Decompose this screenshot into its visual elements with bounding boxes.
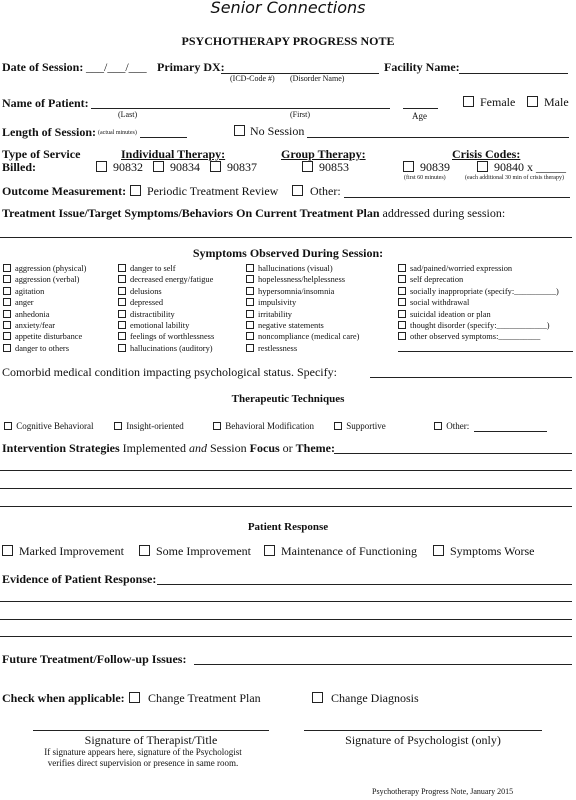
symptom-option[interactable] bbox=[3, 275, 79, 284]
therapist-signature-note-1: If signature appears here, signature of the Psychologist bbox=[44, 747, 242, 757]
psychologist-signature-label: Signature of Psychologist (only) bbox=[345, 733, 501, 747]
symptom-checkbox[interactable] bbox=[3, 310, 11, 318]
technique-behavioral-label: Behavioral Modification bbox=[225, 421, 314, 431]
response-worse-label: Symptoms Worse bbox=[450, 544, 535, 558]
date-of-session-field[interactable]: ___/___/___ bbox=[86, 60, 147, 74]
response-worse-checkbox[interactable] bbox=[433, 545, 444, 556]
symptom-option[interactable] bbox=[118, 287, 162, 296]
response-maintenance-option[interactable] bbox=[264, 544, 417, 559]
code-90839-option[interactable] bbox=[403, 160, 450, 175]
therapist-signature-note-2: verifies direct supervision or presence in same room. bbox=[47, 758, 239, 768]
symptom-checkbox[interactable] bbox=[3, 332, 11, 340]
response-marked-checkbox[interactable] bbox=[2, 545, 13, 556]
code-90853-option[interactable] bbox=[302, 160, 349, 175]
periodic-review-checkbox[interactable] bbox=[130, 185, 141, 196]
symptom-label: hallucinations (visual) bbox=[258, 264, 333, 273]
symptom-label: hypersomnia/insomnia bbox=[258, 286, 335, 296]
symptom-option[interactable] bbox=[118, 298, 163, 307]
female-option[interactable] bbox=[463, 95, 515, 110]
crisis-first-60-hint: (first 60 minutes) bbox=[404, 175, 446, 181]
symptom-checkbox[interactable] bbox=[398, 332, 406, 340]
symptom-checkbox[interactable] bbox=[118, 344, 126, 352]
symptom-checkbox[interactable] bbox=[246, 344, 254, 352]
technique-cognitive-option[interactable] bbox=[4, 421, 93, 431]
symptom-option[interactable] bbox=[3, 310, 49, 319]
techniques-heading: Therapeutic Techniques bbox=[231, 393, 345, 405]
brand-title: Senior Connections bbox=[210, 0, 366, 17]
symptom-label: suicidal ideation or plan bbox=[410, 309, 491, 319]
symptom-checkbox[interactable] bbox=[246, 275, 254, 283]
treatment-issue-line[interactable] bbox=[0, 237, 572, 238]
symptom-option[interactable] bbox=[246, 287, 334, 296]
response-some-option[interactable] bbox=[139, 544, 251, 559]
symptom-option[interactable] bbox=[3, 298, 34, 307]
symptom-label: danger to self bbox=[130, 264, 176, 273]
symptom-option[interactable] bbox=[246, 275, 345, 284]
symptom-label: danger to others bbox=[15, 343, 69, 353]
code-90832-option[interactable] bbox=[96, 160, 143, 175]
code-90839-checkbox[interactable] bbox=[403, 161, 414, 172]
psychologist-signature-line[interactable] bbox=[304, 730, 542, 731]
female-checkbox[interactable] bbox=[463, 96, 474, 107]
symptom-checkbox[interactable] bbox=[246, 310, 254, 318]
symptom-label: irritability bbox=[258, 309, 292, 319]
symptom-option[interactable] bbox=[246, 264, 333, 273]
symptom-checkbox[interactable] bbox=[398, 310, 406, 318]
treatment-issue-label: Treatment Issue/Target Symptoms/Behaviors On Current Treatment Plan addressed during session: bbox=[2, 206, 506, 220]
code-90840-option[interactable] bbox=[477, 160, 566, 175]
symptom-checkbox[interactable] bbox=[118, 332, 126, 340]
symptom-label: self deprecation bbox=[410, 275, 464, 285]
patient-name-label: Name of Patient: bbox=[2, 96, 89, 110]
form-title: PSYCHOTHERAPY PROGRESS NOTE bbox=[181, 34, 395, 48]
therapist-signature-label: Signature of Therapist/Title bbox=[84, 733, 218, 747]
comorbid-label: Comorbid medical condition impacting psychological status. Specify: bbox=[2, 365, 337, 379]
intervention-label: Intervention Strategies Implemented and Session Focus or Theme: bbox=[2, 441, 335, 455]
symptom-label: depressed bbox=[130, 298, 164, 308]
periodic-review-option[interactable] bbox=[130, 184, 278, 199]
symptom-checkbox[interactable] bbox=[3, 287, 11, 295]
symptom-checkbox[interactable] bbox=[118, 264, 126, 272]
symptom-label: other observed symptoms:__________ bbox=[410, 332, 541, 342]
symptom-label: restlessness bbox=[258, 343, 298, 353]
symptom-label: hallucinations (auditory) bbox=[130, 343, 213, 353]
technique-other-field[interactable] bbox=[474, 431, 547, 432]
technique-behavioral-checkbox[interactable] bbox=[213, 422, 221, 430]
technique-behavioral-option[interactable] bbox=[213, 421, 314, 431]
symptom-label: distractibility bbox=[130, 309, 175, 319]
symptom-option[interactable] bbox=[118, 344, 213, 353]
symptom-label: feelings of worthlessness bbox=[130, 332, 215, 342]
no-session-reason-field[interactable] bbox=[307, 137, 569, 138]
symptom-option[interactable] bbox=[246, 310, 292, 319]
symptom-label: anhedonia bbox=[15, 309, 50, 319]
symptom-option[interactable] bbox=[398, 287, 559, 296]
individual-therapy-heading: Individual Therapy: bbox=[121, 147, 226, 161]
code-90840-label: 90840 x _____ bbox=[494, 160, 566, 174]
length-of-session-field[interactable] bbox=[140, 137, 187, 138]
response-worse-option[interactable] bbox=[433, 544, 535, 559]
symptom-option[interactable] bbox=[398, 298, 469, 307]
symptom-label: social withdrawal bbox=[410, 298, 470, 308]
change-treatment-plan-option[interactable] bbox=[129, 691, 261, 706]
symptom-option[interactable] bbox=[118, 275, 213, 284]
symptom-checkbox[interactable] bbox=[3, 298, 11, 306]
technique-other-label: Other: bbox=[446, 421, 470, 431]
technique-supportive-label: Supportive bbox=[346, 421, 386, 431]
female-label: Female bbox=[480, 95, 516, 109]
symptom-option[interactable] bbox=[398, 332, 540, 341]
symptom-option[interactable] bbox=[398, 310, 491, 319]
symptom-label: agitation bbox=[15, 286, 45, 296]
technique-supportive-checkbox[interactable] bbox=[334, 422, 342, 430]
male-label: Male bbox=[544, 95, 569, 109]
code-90840-checkbox[interactable] bbox=[477, 161, 488, 172]
symptom-checkbox[interactable] bbox=[118, 321, 126, 329]
technique-other-checkbox[interactable] bbox=[434, 422, 442, 430]
code-90837-option[interactable] bbox=[210, 160, 257, 175]
change-treatment-plan-checkbox[interactable] bbox=[129, 692, 140, 703]
code-90834-label: 90834 bbox=[170, 160, 200, 174]
intervention-line-3[interactable] bbox=[0, 488, 572, 489]
evidence-line-3[interactable] bbox=[0, 619, 572, 620]
symptom-option[interactable] bbox=[118, 264, 176, 273]
code-90839-label: 90839 bbox=[420, 160, 450, 174]
code-90853-label: 90853 bbox=[319, 160, 349, 174]
symptoms-heading: Symptoms Observed During Session: bbox=[192, 246, 384, 260]
change-diagnosis-label: Change Diagnosis bbox=[331, 691, 419, 705]
symptom-checkbox[interactable] bbox=[398, 275, 406, 283]
symptom-label: emotional lability bbox=[130, 321, 190, 330]
symptom-label: anger bbox=[15, 298, 34, 308]
periodic-review-label: Periodic Treatment Review bbox=[147, 184, 279, 198]
change-diagnosis-option[interactable] bbox=[312, 691, 419, 706]
outcome-measurement-label: Outcome Measurement: bbox=[2, 184, 127, 198]
evidence-line-4[interactable] bbox=[0, 636, 572, 637]
outcome-other-field[interactable] bbox=[344, 197, 570, 198]
other-symptoms-line[interactable] bbox=[398, 351, 573, 352]
symptom-label: noncompliance (medical care) bbox=[258, 332, 360, 342]
symptom-option[interactable] bbox=[398, 275, 463, 284]
symptom-option[interactable] bbox=[398, 264, 512, 273]
facility-name-field[interactable] bbox=[459, 73, 568, 74]
male-option[interactable] bbox=[527, 95, 569, 110]
symptom-checkbox[interactable] bbox=[398, 264, 406, 272]
intervention-line-2[interactable] bbox=[0, 470, 572, 471]
symptom-option[interactable] bbox=[246, 332, 359, 341]
response-marked-label: Marked Improvement bbox=[19, 544, 124, 558]
technique-supportive-option[interactable] bbox=[334, 421, 386, 431]
symptom-checkbox[interactable] bbox=[3, 264, 11, 272]
symptom-label: thought disorder (specify:____________) bbox=[410, 321, 550, 330]
symptom-option[interactable] bbox=[246, 298, 296, 307]
future-treatment-field[interactable] bbox=[194, 664, 572, 665]
technique-insight-label: Insight-oriented bbox=[126, 421, 184, 431]
icd-code-hint: (ICD-Code #) bbox=[230, 74, 275, 83]
evidence-field[interactable] bbox=[157, 584, 572, 585]
disorder-name-hint: (Disorder Name) bbox=[290, 74, 345, 83]
symptom-option[interactable] bbox=[3, 332, 82, 341]
facility-name-label: Facility Name: bbox=[384, 60, 460, 74]
symptom-label: aggression (verbal) bbox=[15, 275, 80, 285]
code-90832-checkbox[interactable] bbox=[96, 161, 107, 172]
future-treatment-label: Future Treatment/Follow-up Issues: bbox=[2, 652, 187, 666]
symptom-checkbox[interactable] bbox=[118, 310, 126, 318]
evidence-line-2[interactable] bbox=[0, 601, 572, 602]
symptom-option[interactable] bbox=[118, 310, 175, 319]
crisis-codes-heading: Crisis Codes: bbox=[452, 147, 521, 161]
technique-insight-checkbox[interactable] bbox=[114, 422, 122, 430]
billed-label: Billed: bbox=[2, 160, 37, 174]
change-diagnosis-checkbox[interactable] bbox=[312, 692, 323, 703]
symptom-option[interactable] bbox=[3, 344, 69, 353]
code-90834-checkbox[interactable] bbox=[153, 161, 164, 172]
symptom-label: impulsivity bbox=[258, 298, 297, 308]
symptom-checkbox[interactable] bbox=[118, 275, 126, 283]
symptom-checkbox[interactable] bbox=[398, 298, 406, 306]
symptom-option[interactable] bbox=[246, 344, 297, 353]
code-90837-label: 90837 bbox=[227, 160, 257, 174]
patient-response-heading: Patient Response bbox=[247, 521, 329, 533]
evidence-label: Evidence of Patient Response: bbox=[2, 572, 157, 586]
symptom-option[interactable] bbox=[246, 321, 324, 330]
symptom-label: anxiety/fear bbox=[15, 321, 55, 330]
symptom-checkbox[interactable] bbox=[246, 298, 254, 306]
symptom-label: aggression (physical) bbox=[15, 264, 87, 273]
code-90837-checkbox[interactable] bbox=[210, 161, 221, 172]
change-treatment-plan-label: Change Treatment Plan bbox=[148, 691, 261, 705]
age-hint: Age bbox=[412, 111, 427, 121]
check-applicable-label: Check when applicable: bbox=[2, 691, 125, 705]
code-90832-label: 90832 bbox=[113, 160, 143, 174]
actual-minutes-hint: (actual minutes) bbox=[98, 130, 137, 136]
response-maintenance-checkbox[interactable] bbox=[264, 545, 275, 556]
symptom-checkbox[interactable] bbox=[3, 275, 11, 283]
outcome-other-option[interactable] bbox=[292, 184, 341, 199]
symptom-checkbox[interactable] bbox=[246, 264, 254, 272]
symptom-checkbox[interactable] bbox=[246, 321, 254, 329]
footer-text: Psychotherapy Progress Note, January 2015 bbox=[372, 787, 514, 796]
last-name-hint: (Last) bbox=[118, 110, 138, 119]
no-session-checkbox[interactable] bbox=[234, 125, 245, 136]
response-maintenance-label: Maintenance of Functioning bbox=[281, 544, 417, 558]
symptom-label: decreased energy/fatigue bbox=[130, 275, 214, 285]
symptom-checkbox[interactable] bbox=[246, 287, 254, 295]
symptom-checkbox[interactable] bbox=[118, 287, 126, 295]
first-name-hint: (First) bbox=[290, 110, 310, 119]
age-field[interactable] bbox=[403, 108, 438, 109]
date-of-session-label: Date of Session: bbox=[2, 60, 84, 74]
symptom-option[interactable] bbox=[3, 287, 44, 296]
type-of-service-label: Type of Service bbox=[2, 147, 81, 161]
symptom-checkbox[interactable] bbox=[3, 321, 11, 329]
comorbid-field[interactable] bbox=[370, 377, 572, 378]
symptom-checkbox[interactable] bbox=[118, 298, 126, 306]
symptom-checkbox[interactable] bbox=[3, 344, 11, 352]
response-marked-option[interactable] bbox=[2, 544, 124, 559]
symptom-option[interactable] bbox=[118, 321, 189, 330]
technique-other-option[interactable] bbox=[434, 421, 469, 431]
intervention-field[interactable] bbox=[334, 453, 572, 454]
response-some-checkbox[interactable] bbox=[139, 545, 150, 556]
length-of-session-label: Length of Session: bbox=[2, 125, 97, 139]
no-session-label: No Session bbox=[250, 124, 305, 138]
symptom-label: socially inappropriate (specify:__________) bbox=[410, 286, 559, 296]
symptom-option[interactable] bbox=[3, 264, 86, 273]
primary-dx-label: Primary DX: bbox=[157, 60, 225, 74]
patient-name-field[interactable] bbox=[91, 108, 390, 109]
symptom-option[interactable] bbox=[118, 332, 214, 341]
symptom-label: sad/pained/worried expression bbox=[410, 264, 513, 273]
male-checkbox[interactable] bbox=[527, 96, 538, 107]
code-90853-checkbox[interactable] bbox=[302, 161, 313, 172]
no-session-option[interactable] bbox=[234, 124, 304, 139]
symptom-checkbox[interactable] bbox=[398, 287, 406, 295]
group-therapy-heading: Group Therapy: bbox=[281, 147, 366, 161]
symptom-option[interactable] bbox=[3, 321, 55, 330]
symptom-label: delusions bbox=[130, 286, 162, 296]
technique-cognitive-checkbox[interactable] bbox=[4, 422, 12, 430]
crisis-additional-30-hint: (each additional 30 min of crisis therapy) bbox=[465, 175, 564, 181]
therapist-signature-line[interactable] bbox=[33, 730, 269, 731]
symptom-label: negative statements bbox=[258, 321, 324, 330]
response-some-label: Some Improvement bbox=[156, 544, 251, 558]
symptom-label: hopelessness/helplessness bbox=[258, 275, 345, 285]
technique-cognitive-label: Cognitive Behavioral bbox=[16, 421, 94, 431]
symptom-label: appetite disturbance bbox=[15, 332, 83, 342]
intervention-line-4[interactable] bbox=[0, 506, 572, 507]
outcome-other-checkbox[interactable] bbox=[292, 185, 303, 196]
symptom-option[interactable] bbox=[398, 321, 550, 330]
technique-insight-option[interactable] bbox=[114, 421, 184, 431]
symptom-checkbox[interactable] bbox=[398, 321, 406, 329]
symptom-checkbox[interactable] bbox=[246, 332, 254, 340]
code-90834-option[interactable] bbox=[153, 160, 200, 175]
outcome-other-label: Other: bbox=[310, 184, 341, 198]
